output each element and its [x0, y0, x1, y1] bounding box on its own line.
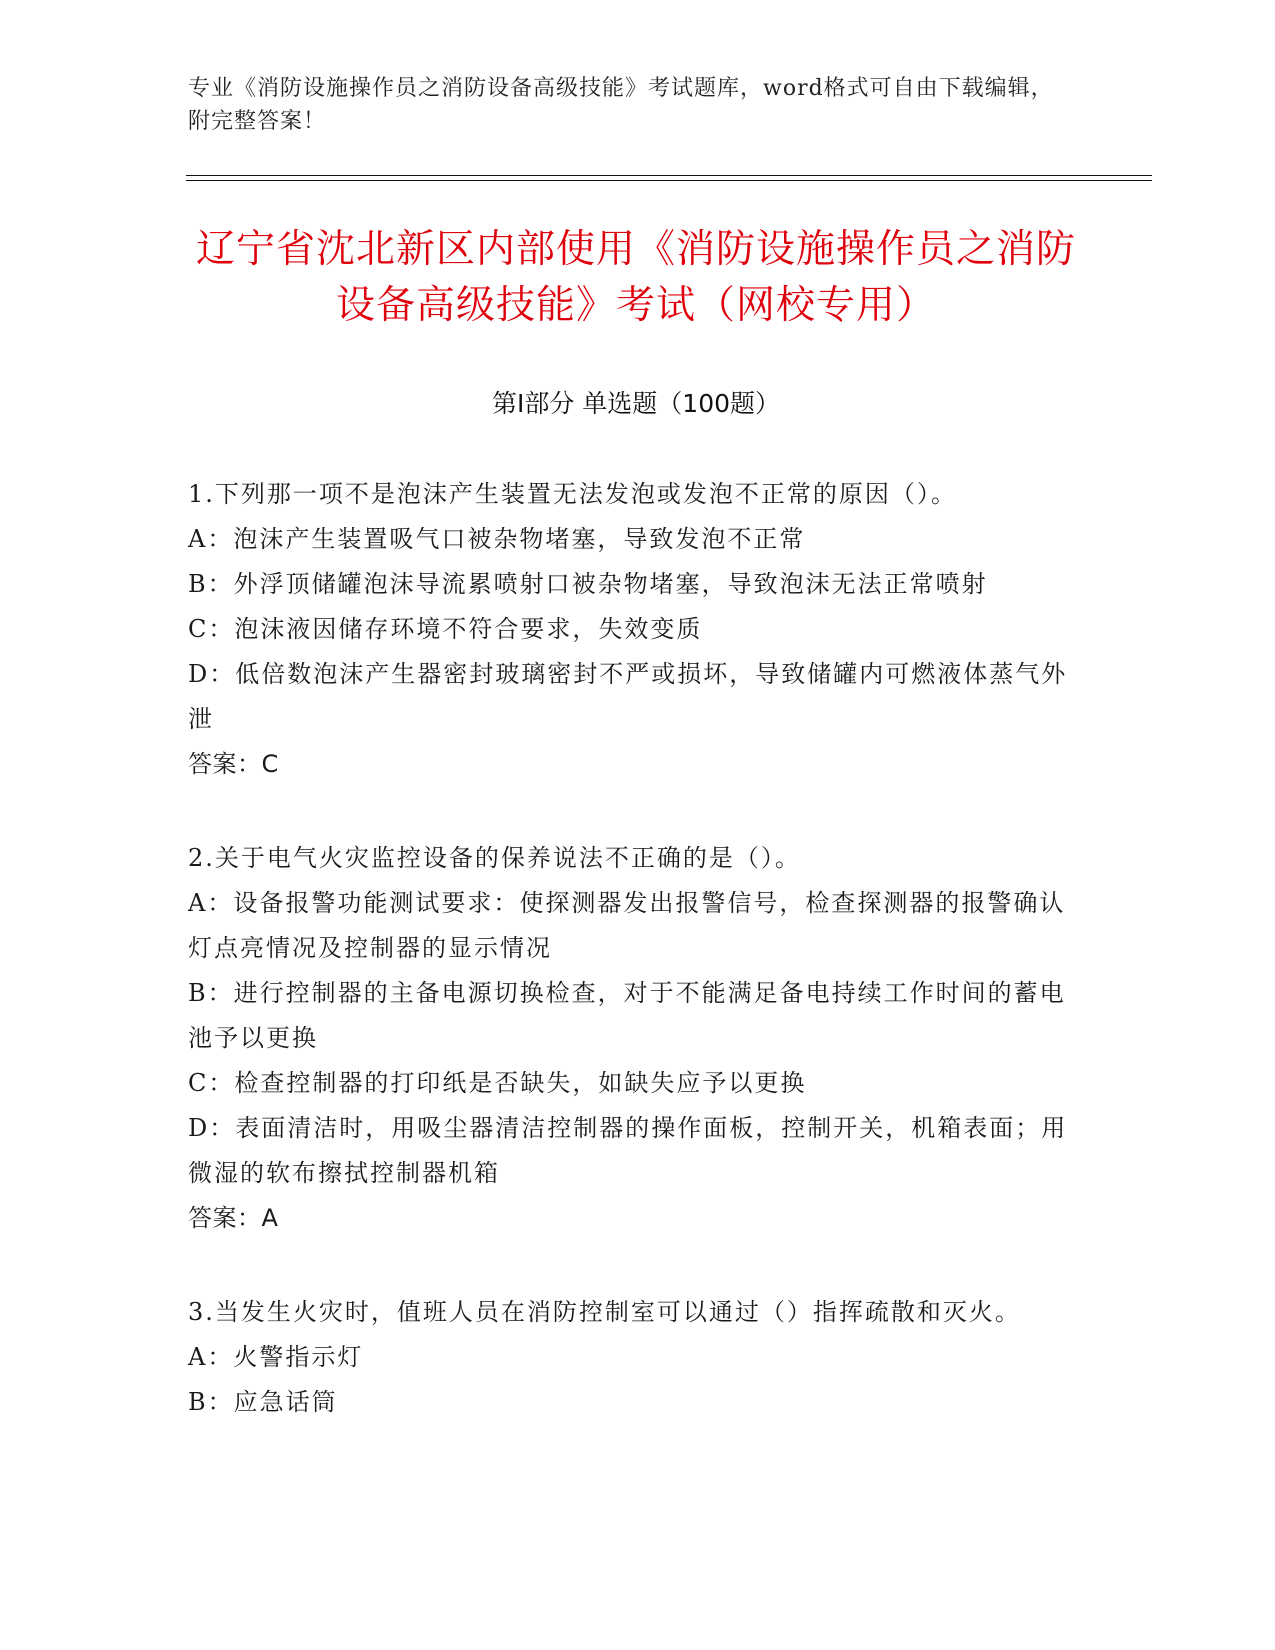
answer: 答案：C	[188, 750, 279, 778]
option-d: D：表面清洁时，用吸尘器清洁控制器的操作面板，控制开关，机箱表面；用微湿的软布擦拭控制器机箱	[188, 1114, 1068, 1187]
question-stem: 2.关于电气火灾监控设备的保养说法不正确的是（）。	[188, 844, 801, 872]
question-3	[188, 1290, 1068, 1425]
option-c: C：检查控制器的打印纸是否缺失，如缺失应予以更换	[188, 1069, 807, 1097]
option-b: B：进行控制器的主备电源切换检查，对于不能满足备电持续工作时间的蓄电池予以更换	[188, 979, 1066, 1052]
question-2	[188, 836, 1068, 1241]
option-b: B：应急话筒	[188, 1388, 338, 1416]
answer: 答案：A	[188, 1204, 279, 1232]
header-divider-top	[186, 175, 1152, 176]
option-d: D：低倍数泡沫产生器密封玻璃密封不严或损坏，导致储罐内可燃液体蒸气外泄	[188, 660, 1068, 733]
option-a: A：泡沫产生装置吸气口被杂物堵塞，导致发泡不正常	[188, 525, 806, 553]
option-b: B：外浮顶储罐泡沫导流累喷射口被杂物堵塞，导致泡沫无法正常喷射	[188, 570, 988, 598]
document-title: 辽宁省沈北新区内部使用《消防设施操作员之消防设备高级技能》考试（网校专用）	[195, 227, 1076, 328]
option-a: A：设备报警功能测试要求：使探测器发出报警信号，检查探测器的报警确认灯点亮情况及控制器的显示情况	[188, 889, 1066, 962]
header-divider-bottom	[186, 180, 1152, 181]
option-a: A：火警指示灯	[188, 1343, 364, 1371]
question-stem: 1.下列那一项不是泡沫产生装置无法发泡或发泡不正常的原因（）。	[188, 480, 957, 508]
question-stem: 3.当发生火灾时，值班人员在消防控制室可以通过（）指挥疏散和灭火。	[188, 1298, 1021, 1326]
question-1	[188, 472, 1068, 787]
section-heading: 第Ⅰ部分 单选题（100题）	[491, 389, 781, 418]
option-c: C：泡沫液因储存环境不符合要求，失效变质	[188, 615, 703, 643]
header-note: 专业《消防设施操作员之消防设备高级技能》考试题库，word格式可自由下载编辑，附完整答案！	[188, 76, 1054, 134]
